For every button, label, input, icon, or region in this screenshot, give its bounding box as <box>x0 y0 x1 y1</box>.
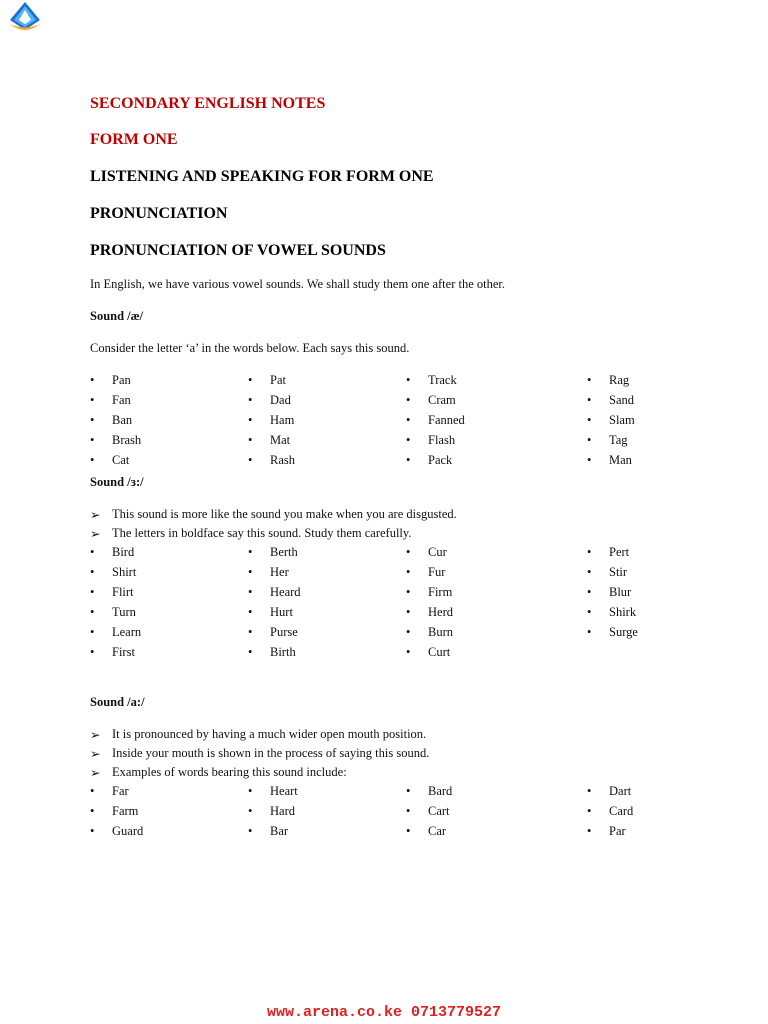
example-word: Firm <box>428 585 453 599</box>
bullet-icon: • <box>406 585 411 599</box>
bullet-icon: • <box>406 373 411 387</box>
word-row <box>90 413 730 433</box>
example-word: Learn <box>112 625 142 639</box>
word-cell <box>406 585 587 605</box>
word-cell <box>248 804 406 824</box>
arrow-bullet-icon: ➢ <box>90 747 101 761</box>
word-cell <box>90 433 248 453</box>
example-word: Tag <box>609 433 628 447</box>
example-word: Cat <box>112 453 130 467</box>
arrow-bullet-icon: ➢ <box>90 527 101 541</box>
example-word: Hard <box>270 804 295 818</box>
point-text: The letters in boldface say this sound. Study them carefully. <box>112 526 412 540</box>
example-word: Pat <box>270 373 286 387</box>
bullet-icon: • <box>90 393 95 407</box>
word-cell <box>248 645 406 665</box>
example-word: Bard <box>428 784 453 798</box>
bullet-icon: • <box>406 625 411 639</box>
bullet-icon: • <box>587 804 592 818</box>
word-cell <box>248 453 406 473</box>
word-cell <box>587 373 730 393</box>
word-row <box>90 393 730 413</box>
word-row <box>90 645 730 665</box>
topic-heading: LISTENING AND SPEAKING FOR FORM ONE <box>90 168 434 185</box>
example-word: Heard <box>270 585 301 599</box>
bullet-icon: • <box>406 605 411 619</box>
word-cell <box>90 565 248 585</box>
example-word: Track <box>428 373 457 387</box>
example-word: Guard <box>112 824 144 838</box>
word-cell <box>248 605 406 625</box>
arrow-bullet-icon: ➢ <box>90 766 101 780</box>
bullet-icon: • <box>587 565 592 579</box>
example-word: Shirk <box>609 605 637 619</box>
word-row <box>90 373 730 393</box>
word-cell <box>90 824 248 844</box>
word-cell <box>406 645 587 665</box>
word-cell <box>406 373 587 393</box>
bullet-icon: • <box>587 784 592 798</box>
sound2-word-grid <box>90 545 730 665</box>
word-cell <box>248 565 406 585</box>
example-word: Pack <box>428 453 453 467</box>
form-heading: FORM ONE <box>90 131 178 148</box>
word-cell <box>406 545 587 565</box>
word-row <box>90 453 730 473</box>
example-word: Stir <box>609 565 628 579</box>
example-word: Burn <box>428 625 453 639</box>
example-word: Brash <box>112 433 142 447</box>
word-cell <box>90 373 248 393</box>
word-row <box>90 784 730 804</box>
sound3-word-grid <box>90 784 730 844</box>
word-cell <box>587 585 730 605</box>
bullet-icon: • <box>90 565 95 579</box>
word-cell <box>90 784 248 804</box>
example-word: Dad <box>270 393 291 407</box>
bullet-icon: • <box>90 645 95 659</box>
example-word: Card <box>609 804 634 818</box>
example-word: Her <box>270 565 289 579</box>
word-cell <box>90 645 248 665</box>
example-word: Car <box>428 824 447 838</box>
bullet-icon: • <box>90 413 95 427</box>
word-cell <box>90 605 248 625</box>
word-row <box>90 605 730 625</box>
bullet-icon: • <box>248 433 253 447</box>
example-word: Cram <box>428 393 456 407</box>
word-cell <box>587 565 730 585</box>
example-word: Mat <box>270 433 291 447</box>
bullet-icon: • <box>248 625 253 639</box>
example-word: Surge <box>609 625 638 639</box>
bullet-icon: • <box>406 433 411 447</box>
example-word: Fur <box>428 565 446 579</box>
word-row <box>90 545 730 565</box>
word-cell <box>248 433 406 453</box>
point-text: Examples of words bearing this sound include: <box>112 765 347 779</box>
word-cell <box>587 784 730 804</box>
bullet-icon: • <box>406 413 411 427</box>
bullet-icon: • <box>248 605 253 619</box>
example-word: Pan <box>112 373 131 387</box>
word-cell <box>587 625 730 645</box>
sound1-note: Consider the letter ‘a’ in the words below. Each says this sound. <box>90 341 410 355</box>
bullet-icon: • <box>248 565 253 579</box>
example-word: Flirt <box>112 585 134 599</box>
word-cell <box>587 645 730 665</box>
example-word: Man <box>609 453 632 467</box>
word-cell <box>248 373 406 393</box>
example-word: Hurt <box>270 605 293 619</box>
bullet-icon: • <box>406 453 411 467</box>
example-word: Turn <box>112 605 136 619</box>
word-cell <box>406 784 587 804</box>
example-word: Ham <box>270 413 295 427</box>
bullet-icon: • <box>406 645 411 659</box>
bullet-icon: • <box>587 585 592 599</box>
bullet-icon: • <box>248 393 253 407</box>
document-title: SECONDARY ENGLISH NOTES <box>90 95 326 112</box>
word-cell <box>248 413 406 433</box>
bullet-icon: • <box>248 545 253 559</box>
word-cell <box>587 393 730 413</box>
bullet-icon: • <box>406 393 411 407</box>
example-word: Farm <box>112 804 139 818</box>
word-row <box>90 824 730 844</box>
diamond-logo-icon <box>6 0 44 36</box>
bullet-icon: • <box>587 373 592 387</box>
example-word: Bird <box>112 545 135 559</box>
word-cell <box>248 585 406 605</box>
example-word: Heart <box>270 784 298 798</box>
sound2-label: Sound /ɜ:/ <box>90 475 144 489</box>
word-cell <box>90 585 248 605</box>
example-word: Far <box>112 784 129 798</box>
word-cell <box>90 625 248 645</box>
bullet-icon: • <box>90 373 95 387</box>
example-word: Curt <box>428 645 451 659</box>
word-cell <box>406 413 587 433</box>
word-cell <box>90 545 248 565</box>
bullet-icon: • <box>90 625 95 639</box>
bullet-icon: • <box>90 804 95 818</box>
bullet-icon: • <box>248 824 253 838</box>
bullet-icon: • <box>587 824 592 838</box>
bullet-icon: • <box>587 605 592 619</box>
example-word: Birth <box>270 645 296 659</box>
example-word: Par <box>609 824 626 838</box>
word-cell <box>406 433 587 453</box>
example-word: Dart <box>609 784 632 798</box>
example-word: Rag <box>609 373 630 387</box>
example-word: First <box>112 645 135 659</box>
sound1-label: Sound /æ/ <box>90 309 144 323</box>
bullet-icon: • <box>90 433 95 447</box>
word-cell <box>587 824 730 844</box>
word-cell <box>406 804 587 824</box>
footer-contact: www.arena.co.ke 0713779527 <box>266 1004 502 1021</box>
word-cell <box>587 605 730 625</box>
bullet-icon: • <box>248 804 253 818</box>
intro-paragraph: In English, we have various vowel sounds. We shall study them one after the other. <box>90 277 505 291</box>
word-cell <box>587 545 730 565</box>
example-word: Purse <box>270 625 298 639</box>
bullet-icon: • <box>90 605 95 619</box>
word-cell <box>587 413 730 433</box>
word-row <box>90 625 730 645</box>
bullet-icon: • <box>406 545 411 559</box>
section-heading: PRONUNCIATION OF VOWEL SOUNDS <box>90 242 386 259</box>
example-word: Fanned <box>428 413 465 427</box>
word-cell <box>248 824 406 844</box>
bullet-icon: • <box>587 413 592 427</box>
bullet-icon: • <box>587 433 592 447</box>
bullet-icon: • <box>587 393 592 407</box>
example-word: Fan <box>112 393 131 407</box>
bullet-icon: • <box>587 545 592 559</box>
word-row <box>90 565 730 585</box>
word-cell <box>90 393 248 413</box>
example-word: Bar <box>270 824 289 838</box>
bullet-icon: • <box>90 585 95 599</box>
example-word: Slam <box>609 413 635 427</box>
word-row <box>90 433 730 453</box>
word-cell <box>248 625 406 645</box>
bullet-icon: • <box>406 824 411 838</box>
bullet-icon: • <box>406 565 411 579</box>
bullet-icon: • <box>90 453 95 467</box>
word-cell <box>587 433 730 453</box>
subtopic-heading: PRONUNCIATION <box>90 205 228 222</box>
word-cell <box>406 605 587 625</box>
arrow-bullet-icon: ➢ <box>90 728 101 742</box>
bullet-icon: • <box>587 625 592 639</box>
example-word: Cur <box>428 545 447 559</box>
point-text: Inside your mouth is shown in the process of saying this sound. <box>112 746 430 760</box>
word-cell <box>587 804 730 824</box>
bullet-icon: • <box>248 645 253 659</box>
bullet-icon: • <box>248 453 253 467</box>
bullet-icon: • <box>248 373 253 387</box>
example-word: Pert <box>609 545 630 559</box>
sound1-word-grid <box>90 373 730 473</box>
word-cell <box>248 393 406 413</box>
bullet-icon: • <box>248 413 253 427</box>
word-row <box>90 804 730 824</box>
word-cell <box>406 393 587 413</box>
bullet-icon: • <box>90 784 95 798</box>
example-word: Cart <box>428 804 450 818</box>
word-cell <box>90 453 248 473</box>
word-cell <box>406 565 587 585</box>
word-cell <box>406 824 587 844</box>
example-word: Flash <box>428 433 456 447</box>
example-word: Blur <box>609 585 632 599</box>
point-text: This sound is more like the sound you make when you are disgusted. <box>112 507 457 521</box>
example-word: Sand <box>609 393 634 407</box>
bullet-icon: • <box>248 585 253 599</box>
word-cell <box>90 804 248 824</box>
word-cell <box>248 784 406 804</box>
bullet-icon: • <box>587 453 592 467</box>
bullet-icon: • <box>90 545 95 559</box>
sound3-label: Sound /a:/ <box>90 695 145 709</box>
point-text: It is pronounced by having a much wider open mouth position. <box>112 727 427 741</box>
example-word: Herd <box>428 605 453 619</box>
word-row <box>90 585 730 605</box>
bullet-icon: • <box>406 804 411 818</box>
arrow-bullet-icon: ➢ <box>90 508 101 522</box>
word-cell <box>248 545 406 565</box>
word-cell <box>90 413 248 433</box>
word-cell <box>406 453 587 473</box>
bullet-icon: • <box>248 784 253 798</box>
example-word: Rash <box>270 453 295 467</box>
word-cell <box>587 453 730 473</box>
word-cell <box>406 625 587 645</box>
example-word: Shirt <box>112 565 137 579</box>
example-word: Ban <box>112 413 133 427</box>
bullet-icon: • <box>90 824 95 838</box>
bullet-icon: • <box>406 784 411 798</box>
example-word: Berth <box>270 545 298 559</box>
